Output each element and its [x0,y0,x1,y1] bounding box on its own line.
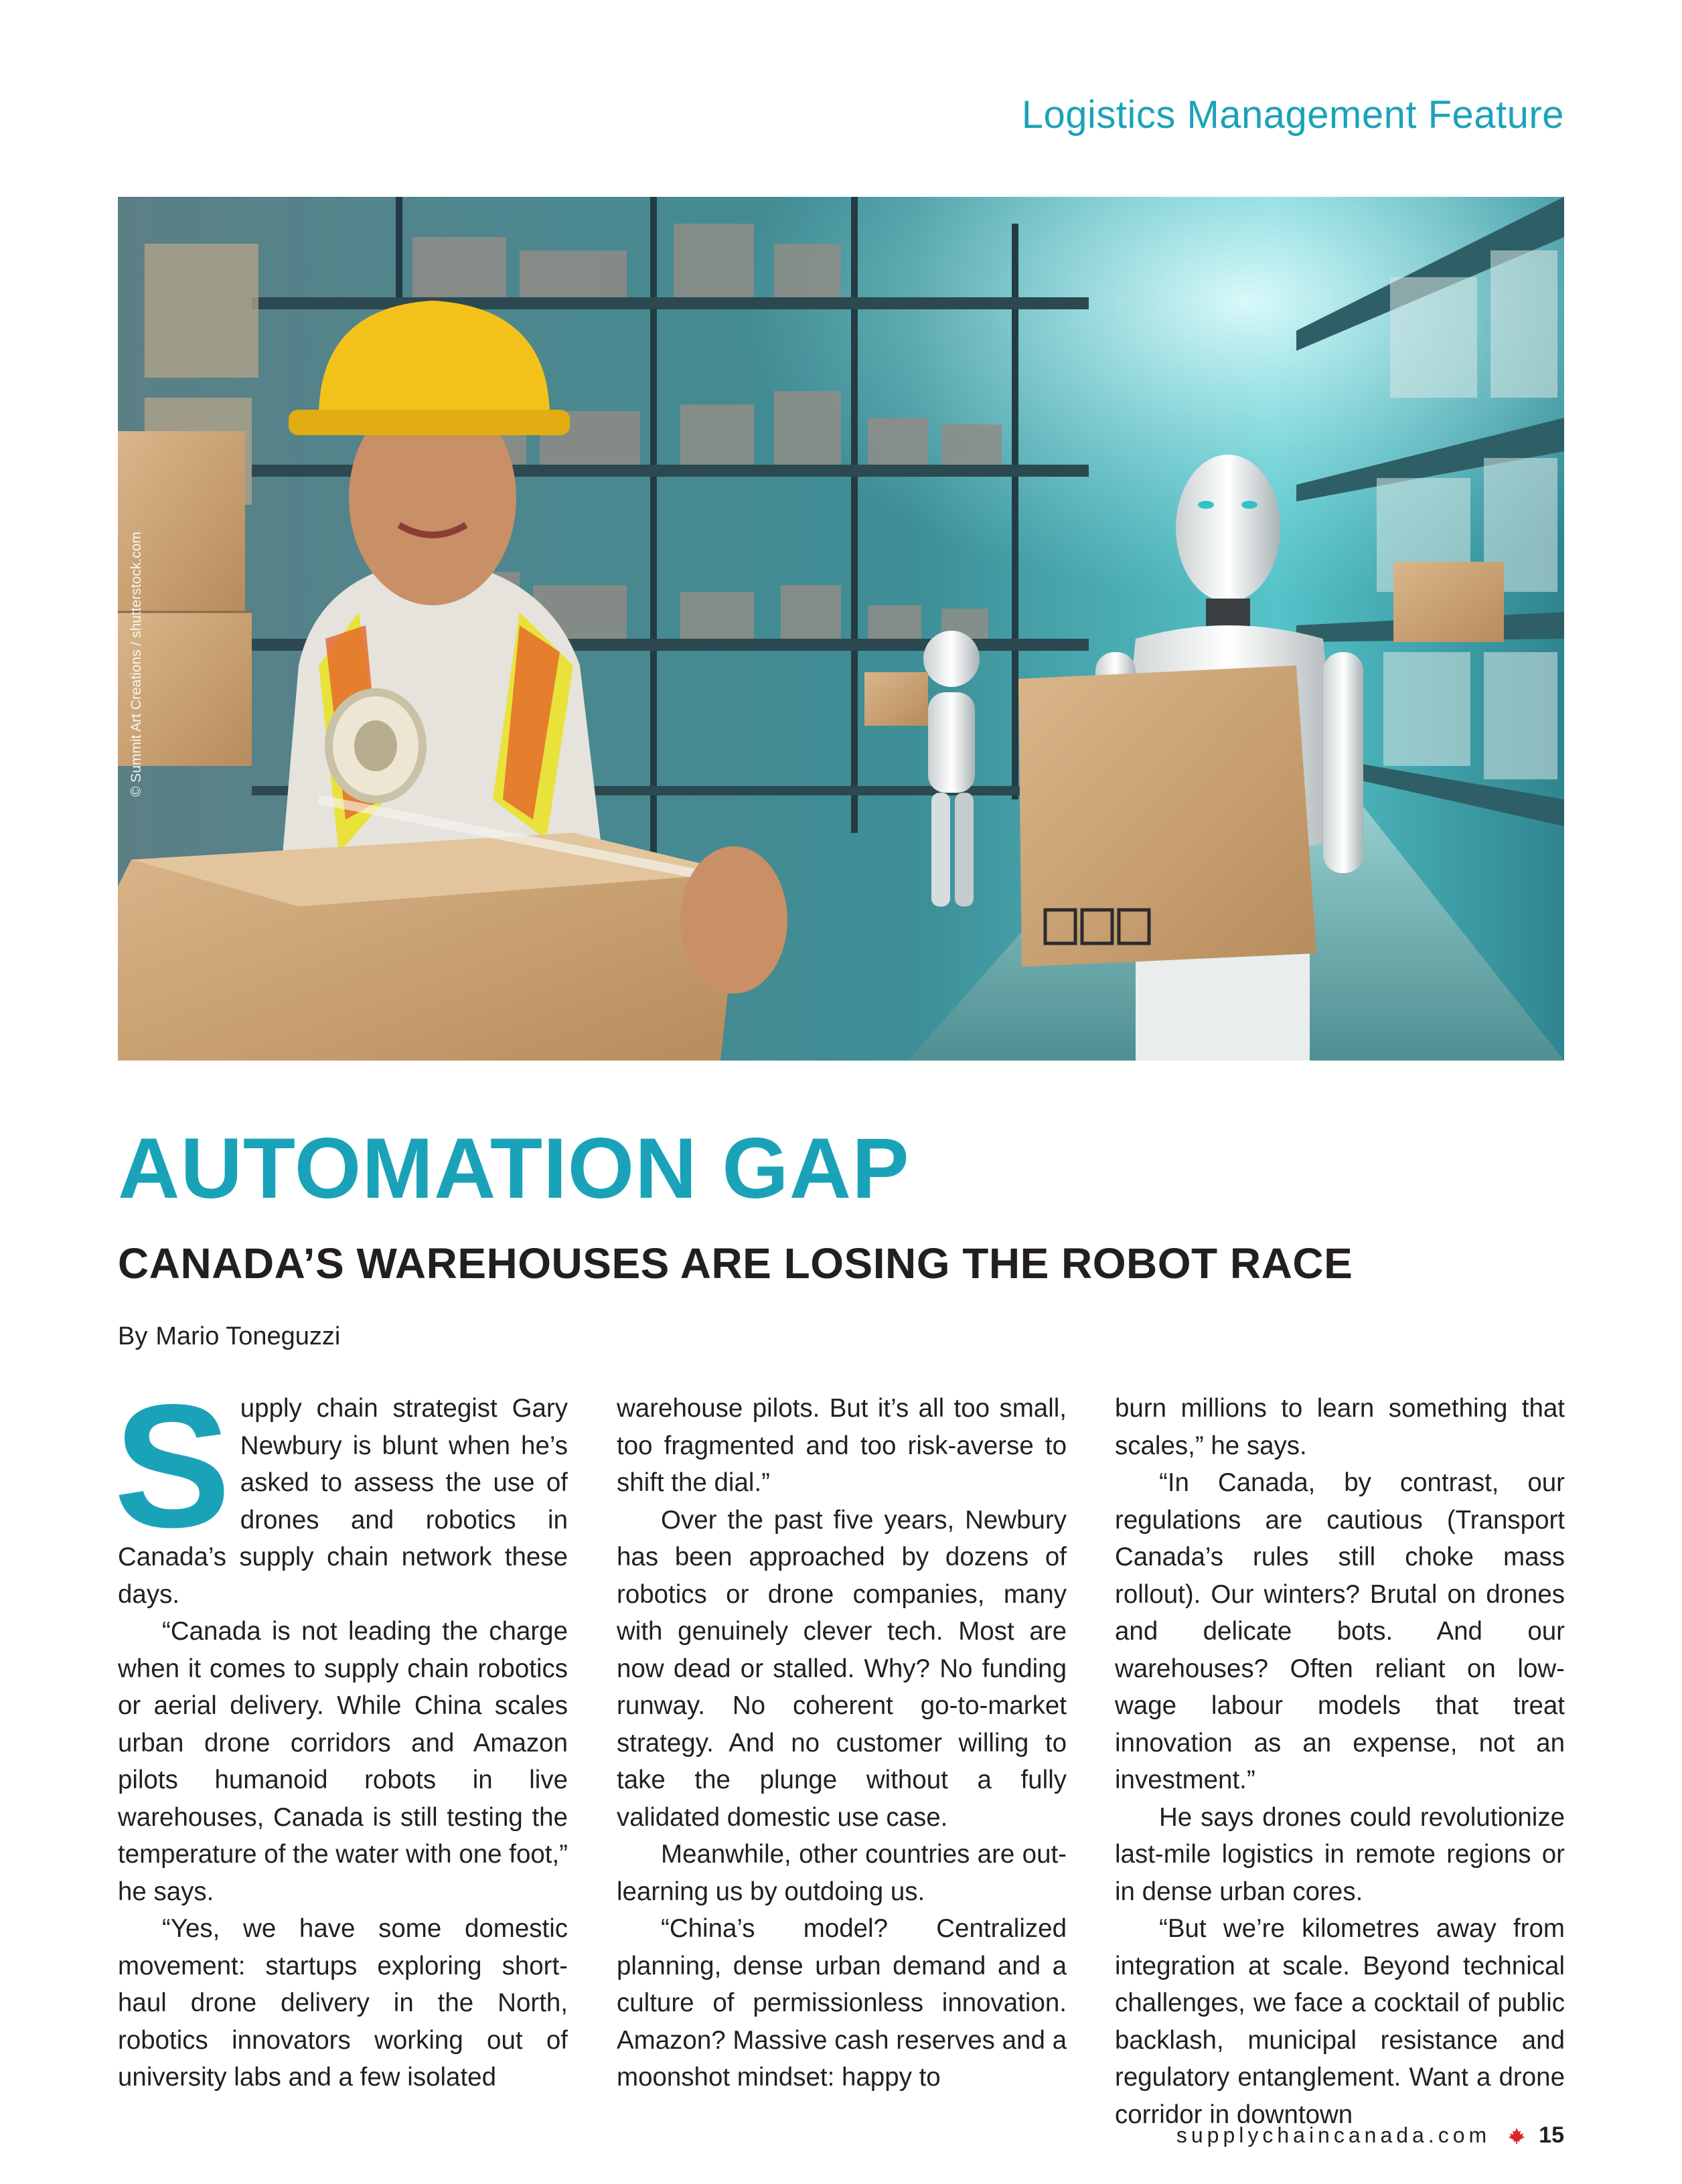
article-column-2 [617,1390,1067,2096]
paragraph: He says drones could revolutionize last-mile logistics in remote regions or in dense urban cores. [1115,1802,1565,1906]
paragraph: Over the past five years, Newbury has been approached by dozens of robotics or drone companies, many with genuinely clever tech. Most are now dead or stalled. Why? No funding runway. No coherent go-to-market strategy. And no customer willing to take the plunge without a fully validated domestic use case. [617,1505,1067,1832]
warehouse-illustration [118,197,1564,1061]
article-title: AUTOMATION GAP [118,1121,910,1217]
maple-leaf-icon [1508,2127,1525,2144]
robot-box [1018,666,1316,967]
section-label: Logistics Management Feature [1021,93,1564,137]
byline [118,1322,340,1351]
paragraph: Meanwhile, other countries are out-learning us by outdoing us. [617,1840,1067,1906]
paragraph: “But we’re kilometres away from integration at scale. Beyond technical challenges, we face a cocktail of public backlash, municipal resistance and regulatory entanglement. Want a drone corridor in downtown [1115,1914,1565,2129]
paragraph: “Yes, we have some domestic movement: startups exploring short-haul drone delivery in the North, robotics innovators working out of university labs and a few isolated [118,1914,568,2092]
page-number: 15 [1539,2122,1564,2148]
paragraph: Supply chain strategist Gary Newbury is blunt when he’s asked to assess the use of drones and robotics in Canada’s supply chain network these days. [114,1368,568,1609]
paragraph: “China’s model? Centralized planning, dense urban demand and a culture of permissionless innovation. Amazon? Massive cash reserves and a moonshot mindset: happy to [617,1914,1067,2092]
article-column-3 [1115,1390,1565,2133]
author-name: Mario Toneguzzi [155,1322,341,1350]
paragraph: “In Canada, by contrast, our regulations are cautious (Transport Canada’s rules still choke mass rollout). Our winters? Brutal on drones and delicate bots. And our warehouses? Often reliant on low-wage labour models that treat innovation as an expense, not an investment.” [1115,1468,1565,1794]
byline-prefix: By [118,1322,148,1350]
drop-cap: S [114,1368,231,1564]
paragraph: warehouse pilots. But it’s all too small, too fragmented and too risk-averse to shift the dial.” [617,1394,1067,1497]
article-column-1 [114,1368,568,2096]
article-subtitle: CANADA’S WAREHOUSES ARE LOSING THE ROBOT RACE [118,1239,1353,1288]
paragraph: “Canada is not leading the charge when it comes to supply chain robotics or aerial delivery. While China scales urban drone corridors and Amazon pilots humanoid robots in live warehouses, Canada is still testing the temperature of the water with one foot,” he says. [118,1617,568,1906]
paragraph: burn millions to learn something that scales,” he says. [1115,1394,1565,1460]
site-url[interactable]: supplychaincanada.com [1176,2123,1491,2147]
page-footer [1176,2122,1564,2149]
photo-credit: © Summit Art Creations / shutterstock.com [129,532,144,797]
hero-photo [118,197,1564,1061]
